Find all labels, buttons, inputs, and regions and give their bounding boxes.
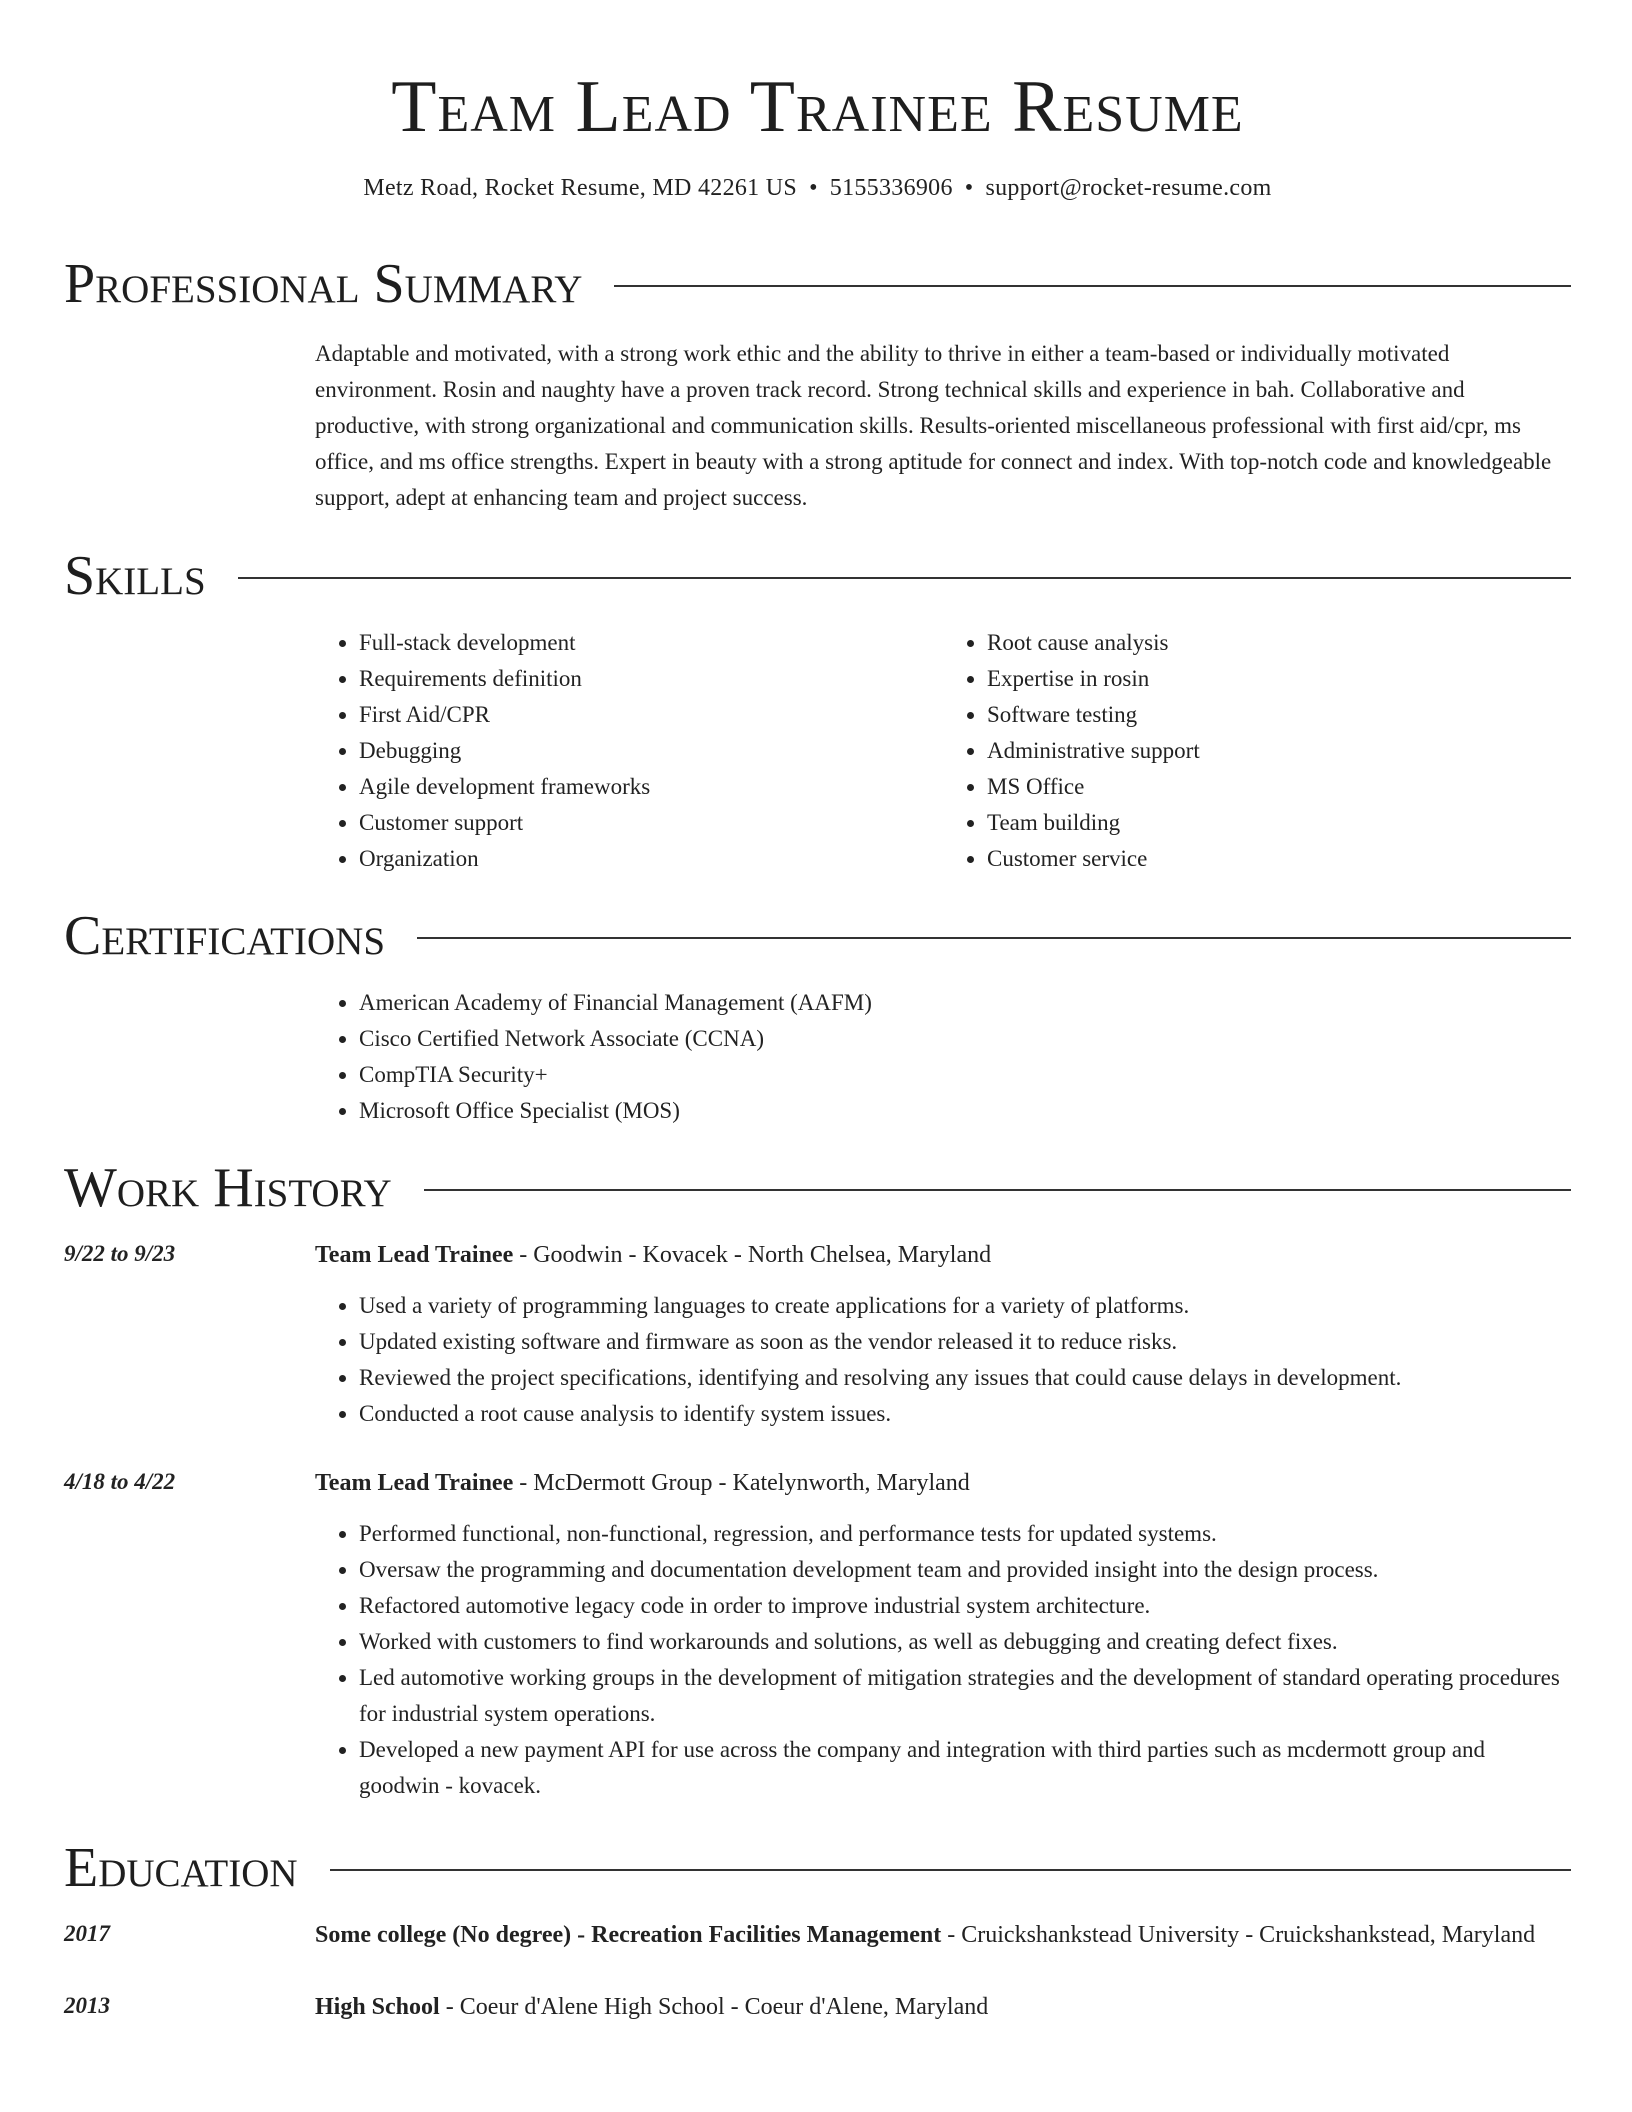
education-header xyxy=(64,1838,1571,1898)
education-year: 2017 xyxy=(64,1921,110,1946)
job-title: Team Lead Trainee xyxy=(315,1242,514,1268)
education-section xyxy=(64,1838,1571,2026)
section-rule xyxy=(614,285,1571,287)
section-rule xyxy=(424,1189,1571,1191)
education-detail xyxy=(315,1916,1571,1954)
contact-phone: 5155336906 xyxy=(829,175,953,201)
job-title: Team Lead Trainee xyxy=(315,1470,514,1496)
section-heading: Education xyxy=(64,1837,298,1899)
certifications-body xyxy=(315,985,1571,1129)
skills-section xyxy=(64,546,1571,877)
education-year: 2013 xyxy=(64,1993,110,2018)
job-bullet: • Oversaw the programming and documentation development team and provided insight into the design process. xyxy=(359,1552,1571,1588)
contact-separator: • xyxy=(964,175,974,201)
resume-page xyxy=(64,0,1571,2020)
skill-item: • Debugging xyxy=(359,733,943,769)
job-bullets xyxy=(315,1516,1571,1804)
certification-item: • Cisco Certified Network Associate (CCNA) xyxy=(359,1021,1571,1057)
certifications-section xyxy=(64,906,1571,1129)
job-detail xyxy=(315,1464,1571,1804)
resume-title: Team Lead Trainee Resume xyxy=(391,66,1244,148)
section-heading: Skills xyxy=(64,545,206,607)
skill-item: • Full-stack development xyxy=(359,625,943,661)
section-rule xyxy=(330,1869,1571,1871)
job-bullet: • Performed functional, non-functional, regression, and performance tests for updated systems. xyxy=(359,1516,1571,1552)
education-school: - Cruickshankstead University - Cruickshankstead, Maryland xyxy=(941,1922,1536,1948)
skills-list xyxy=(315,625,1571,877)
job-entry xyxy=(64,1236,1571,1432)
education-entry xyxy=(64,1916,1571,1954)
education-school: - Coeur d'Alene High School - Coeur d'Alene, Maryland xyxy=(439,1994,989,2020)
job-bullet: • Conducted a root cause analysis to identify system issues. xyxy=(359,1396,1571,1432)
skill-item: • Root cause analysis xyxy=(987,625,1571,661)
skill-item: • Administrative support xyxy=(987,733,1571,769)
contact-line xyxy=(64,172,1571,204)
work-history-section xyxy=(64,1158,1571,1804)
skills-header xyxy=(64,546,1571,606)
certification-item: • Microsoft Office Specialist (MOS) xyxy=(359,1093,1571,1129)
contact-email: support@rocket-resume.com xyxy=(985,175,1272,201)
education-degree: Some college (No degree) - Recreation Facilities Management xyxy=(315,1922,942,1948)
section-rule xyxy=(238,577,1571,579)
contact-separator: • xyxy=(809,175,818,201)
skill-item: • Team building xyxy=(987,805,1571,841)
work-history-header xyxy=(64,1158,1571,1218)
education-entry xyxy=(64,1988,1571,2026)
job-bullet: • Worked with customers to find workarounds and solutions, as well as debugging and creating defect fixes. xyxy=(359,1624,1571,1660)
job-detail xyxy=(315,1236,1571,1432)
job-bullet: • Reviewed the project specifications, identifying and resolving any issues that could cause delays in development. xyxy=(359,1360,1571,1396)
job-bullet: • Developed a new payment API for use across the company and integration with third parties such as mcdermott group and goodwin - kovacek. xyxy=(359,1732,1571,1804)
job-bullet: • Used a variety of programming languages to create applications for a variety of platforms. xyxy=(359,1288,1571,1324)
certifications-list xyxy=(315,985,1571,1129)
skill-item: • Requirements definition xyxy=(359,661,943,697)
job-bullet: • Updated existing software and firmware as soon as the vendor released it to reduce risks. xyxy=(359,1324,1571,1360)
job-bullet: • Refactored automotive legacy code in order to improve industrial system architecture. xyxy=(359,1588,1571,1624)
skill-item: • MS Office xyxy=(987,769,1571,805)
section-heading: Professional Summary xyxy=(64,253,583,315)
job-dates: 9/22 to 9/23 xyxy=(64,1241,176,1266)
skill-item: • Expertise in rosin xyxy=(987,661,1571,697)
summary-header xyxy=(64,254,1571,314)
education-detail xyxy=(315,1988,1571,2026)
summary-text: Adaptable and motivated, with a strong work ethic and the ability to thrive in either a team-based or individually motivated environment. Rosin and naughty have a proven track record. Strong technical skills and experience in bah. Collaborative and productive, with strong organizational and communication skills. Results-oriented miscellaneous professional with first aid/cpr, ms office, and ms office strengths. Expert in beauty with a strong aptitude for connect and index. With top-notch code and knowledgeable support, adept at enhancing team and project success. xyxy=(315,341,1552,510)
section-heading: Certifications xyxy=(64,905,386,967)
certifications-header xyxy=(64,906,1571,966)
job-entry xyxy=(64,1464,1571,1804)
education-degree: High School xyxy=(315,1994,440,2020)
certification-item: • American Academy of Financial Management (AAFM) xyxy=(359,985,1571,1021)
skills-right-column xyxy=(943,625,1571,877)
skill-item: • Customer service xyxy=(987,841,1571,877)
skill-item: • Organization xyxy=(359,841,943,877)
skill-item: • Customer support xyxy=(359,805,943,841)
section-rule xyxy=(417,937,1571,939)
job-employer: - Goodwin - Kovacek - North Chelsea, Maryland xyxy=(513,1242,992,1268)
section-heading: Work History xyxy=(64,1157,392,1219)
contact-address: Metz Road, Rocket Resume, MD 42261 US xyxy=(363,175,798,201)
summary-body xyxy=(315,336,1571,516)
summary-section xyxy=(64,254,1571,516)
job-bullet: • Led automotive working groups in the development of mitigation strategies and the development of standard operating procedures for industrial system operations. xyxy=(359,1660,1571,1732)
certification-item: • CompTIA Security+ xyxy=(359,1057,1571,1093)
skills-left-column xyxy=(315,625,943,877)
job-dates: 4/18 to 4/22 xyxy=(64,1469,176,1494)
skill-item: • Agile development frameworks xyxy=(359,769,943,805)
skill-item: • First Aid/CPR xyxy=(359,697,943,733)
job-bullets xyxy=(315,1288,1571,1432)
job-employer: - McDermott Group - Katelynworth, Maryland xyxy=(513,1470,970,1496)
skill-item: • Software testing xyxy=(987,697,1571,733)
